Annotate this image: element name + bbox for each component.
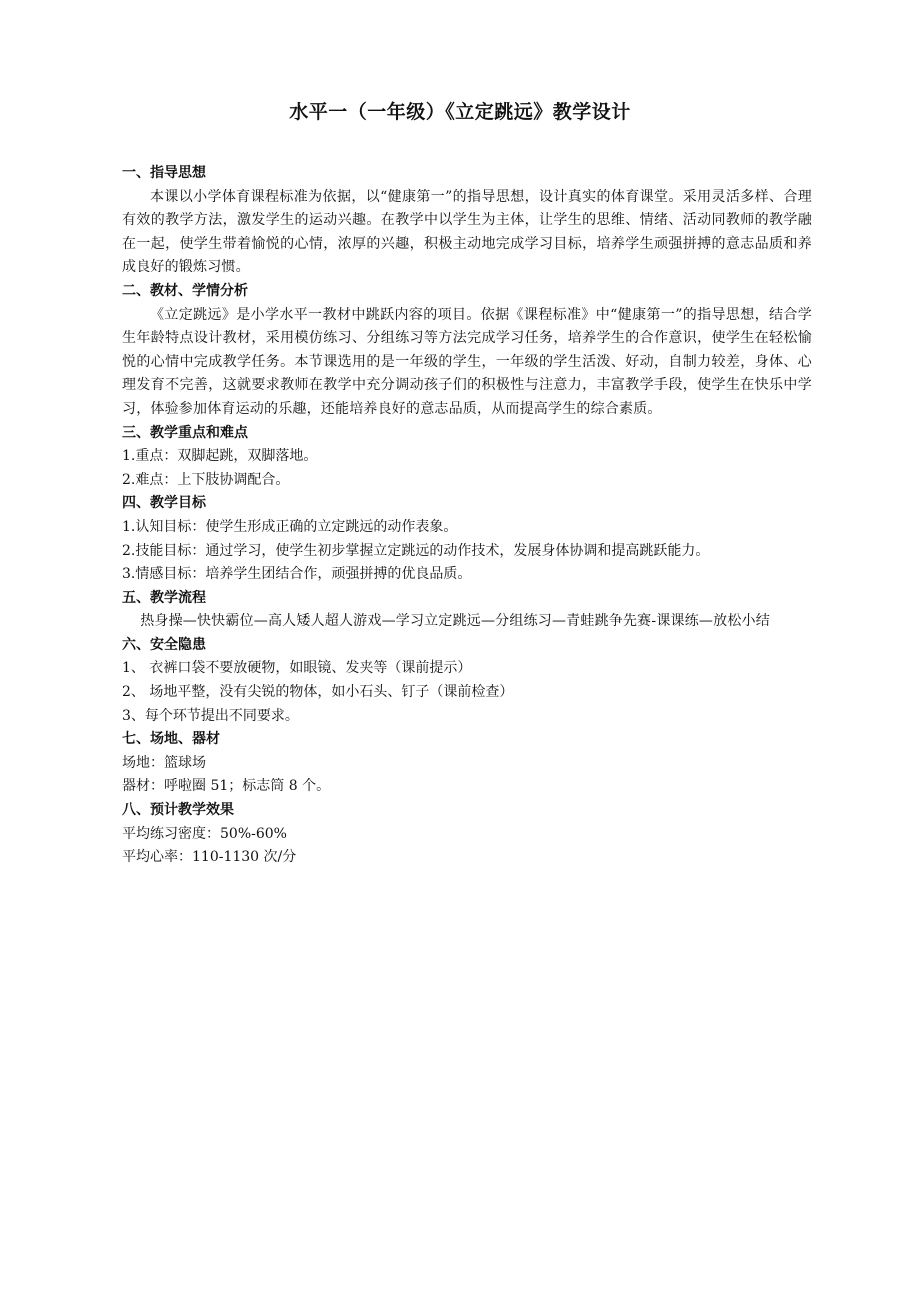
list-item: 3、每个环节提出不同要求。 — [122, 707, 299, 724]
section-paragraph: 本课以小学体育课程标准为依据，以“健康第一”的指导思想，设计真实的体育课堂。采用灵活多样、合理有效的教学方法，激发学生的运动兴趣。在教学中以学生为主体，让学生的思维、情绪、活动同教师的教学融在一起，使学生带着愉悦的心情，浓厚的兴趣，积极主动地完成学习目标，培养学生顽强拼搏的意志品质和养成良好的锻炼习惯。 — [122, 188, 812, 276]
section-material-analysis — [122, 280, 812, 422]
document-body — [122, 162, 812, 870]
section-teaching-goals — [122, 492, 812, 586]
section-teaching-process — [122, 587, 812, 634]
section-heading: 三、教学重点和难点 — [122, 424, 248, 441]
list-item: 1.重点：双脚起跳，双脚落地。 — [122, 448, 318, 465]
section-heading: 一、指导思想 — [122, 165, 206, 181]
section-heading: 六、安全隐患 — [122, 636, 206, 653]
section-venue-equipment — [122, 728, 812, 799]
section-heading: 五、教学流程 — [122, 589, 206, 606]
section-heading: 八、预计教学效果 — [122, 802, 234, 819]
section-heading: 四、教学目标 — [122, 495, 206, 512]
list-item: 场地：篮球场 — [122, 754, 206, 771]
section-safety — [122, 634, 812, 728]
section-heading: 二、教材、学情分析 — [122, 282, 248, 299]
section-heading: 七、场地、器材 — [122, 731, 220, 748]
section-paragraph: 热身操—快快霸位—高人矮人超人游戏—学习立定跳远—分组练习—青蛙跳争先赛-课课练—放松小结 — [140, 613, 770, 630]
list-item: 1.认知目标：使学生形成正确的立定跳远的动作表象。 — [122, 518, 458, 535]
list-item: 器材：呼啦圈 51；标志筒 8 个。 — [122, 778, 331, 795]
list-item: 1、 衣裤口袋不要放硬物，如眼镜、发夹等（课前提示） — [122, 660, 472, 677]
document-title: 水平一（一年级）《立定跳远》教学设计 — [289, 101, 631, 123]
list-item: 2.技能目标：通过学习，使学生初步掌握立定跳远的动作技术，发展身体协调和提高跳跃能力。 — [122, 542, 710, 559]
list-item: 2、 场地平整，没有尖锐的物体，如小石头、钉子（课前检查） — [122, 684, 514, 701]
section-paragraph: 《立定跳远》是小学水平一教材中跳跃内容的项目。依据《课程标准》中“健康第一”的指导思想，结合学生年龄特点设计教材，采用模仿练习、分组练习等方法完成学习任务，培养学生的合作意识，使学生在轻松愉悦的心情中完成教学任务。本节课选用的是一年级的学生，一年级的学生活泼、好动，自制力较差，身体、心理发育不完善，这就要求教师在教学中充分调动孩子们的积极性与注意力，丰富教学手段，使学生在快乐中学习，体验参加体育运动的乐趣，还能培养良好的意志品质，从而提高学生的综合素质。 — [122, 306, 812, 417]
section-expected-effect — [122, 799, 812, 870]
list-item: 平均练习密度：50%-60% — [122, 825, 287, 842]
list-item: 2.难点：上下肢协调配合。 — [122, 471, 290, 488]
section-guiding-thought — [122, 162, 812, 280]
section-key-points — [122, 422, 812, 493]
list-item: 平均心率：110-1130 次/分 — [122, 849, 297, 866]
list-item: 3.情感目标：培养学生团结合作，顽强拼搏的优良品质。 — [122, 566, 472, 583]
